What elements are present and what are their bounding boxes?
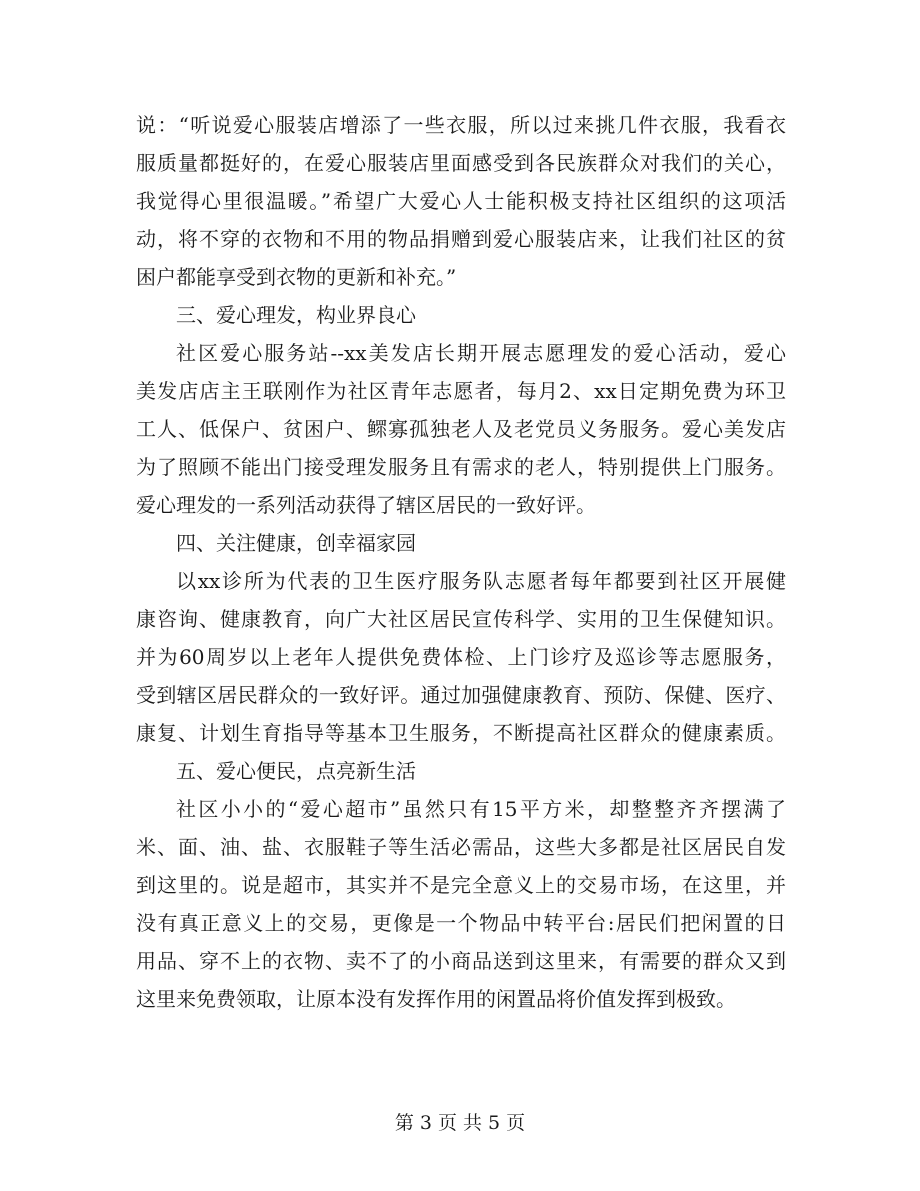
text-line: 困户都能享受到衣物的更新和补充。” (136, 265, 457, 289)
section-heading-convenience: 五、爱心便民，点亮新生活 (176, 759, 416, 783)
text-line: 社区小小的“爱心超市”虽然只有15平方米，却整整齐齐摆满了 (176, 797, 786, 821)
text-line: 社区爱心服务站--xx美发店长期开展志愿理发的爱心活动，爱心 (176, 341, 786, 365)
paragraph-love-supermarket (136, 790, 786, 1018)
paragraph-haircut (136, 334, 786, 524)
text-line: 并为60周岁以上老年人提供免费体检、上门诊疗及巡诊等志愿服务， (136, 645, 786, 669)
document-body (136, 106, 786, 1018)
page-number-footer: 第 3 页 共 5 页 (394, 1112, 526, 1134)
text-line: 用品、穿不上的衣物、卖不了的小商品送到这里来，有需要的群众又到 (136, 949, 786, 973)
text-line: 没有真正意义上的交易，更像是一个物品中转平台:居民们把闲置的日 (136, 911, 786, 935)
text-line: 服质量都挺好的，在爱心服装店里面感受到各民族群众对我们的关心， (136, 151, 786, 175)
text-line: 康咨询、健康教育，向广大社区居民宣传科学、实用的卫生保健知识。 (136, 607, 786, 631)
text-line: 美发店店主王联刚作为社区青年志愿者，每月2、xx日定期免费为环卫 (136, 379, 786, 403)
text-line: 康复、计划生育指导等基本卫生服务，不断提高社区群众的健康素质。 (136, 721, 786, 745)
section-heading-health: 四、关注健康，创幸福家园 (176, 531, 416, 555)
paragraph-health (136, 562, 786, 752)
text-line: 为了照顾不能出门接受理发服务且有需求的老人，特别提供上门服务。 (136, 455, 786, 479)
text-line: 说：“听说爱心服装店增添了一些衣服，所以过来挑几件衣服，我看衣 (136, 113, 786, 137)
text-line: 我觉得心里很温暖。”希望广大爱心人士能积极支持社区组织的这项活 (136, 189, 786, 213)
text-line: 受到辖区居民群众的一致好评。通过加强健康教育、预防、保健、医疗、 (136, 683, 786, 707)
text-line: 这里来免费领取，让原本没有发挥作用的闲置品将价值发挥到极致。 (136, 987, 736, 1011)
paragraph-clothing-store (136, 106, 786, 296)
text-line: 爱心理发的一系列活动获得了辖区居民的一致好评。 (136, 493, 596, 517)
text-line: 以xx诊所为代表的卫生医疗服务队志愿者每年都要到社区开展健 (176, 569, 786, 593)
text-line: 工人、低保户、贫困户、鳏寡孤独老人及老党员义务服务。爱心美发店 (136, 417, 786, 441)
text-line: 到这里的。说是超市，其实并不是完全意义上的交易市场，在这里，并 (136, 873, 786, 897)
text-line: 米、面、油、盐、衣服鞋子等生活必需品，这些大多都是社区居民自发 (136, 835, 786, 859)
text-line: 动，将不穿的衣物和不用的物品捐赠到爱心服装店来，让我们社区的贫 (136, 227, 786, 251)
section-heading-haircut: 三、爱心理发，构业界良心 (176, 303, 416, 327)
